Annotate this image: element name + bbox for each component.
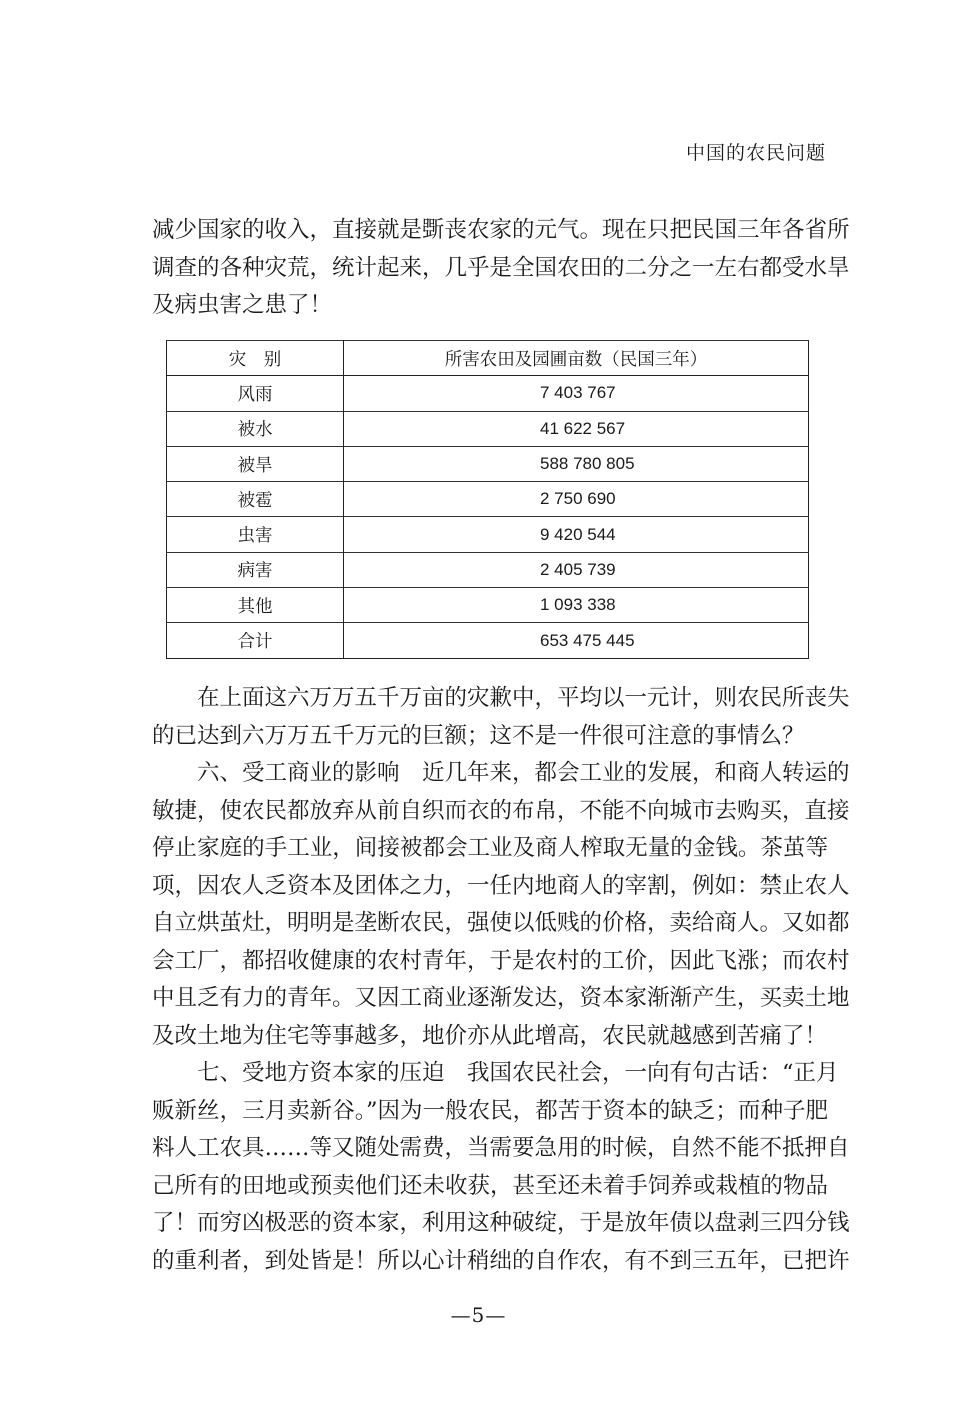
running-head: 中国的农民问题 bbox=[685, 142, 826, 164]
affected-area-cell: 9 420 544 bbox=[344, 517, 809, 552]
text-line: 敏捷，使农民都放弃从前自织而衣的布帛，不能不向城市去购买，直接 bbox=[152, 797, 850, 824]
text-line: 及病虫害之患了！ bbox=[152, 292, 333, 318]
text-line: 调查的各种灾荒，统计起来，几乎是全国农田的二分之一左右都受水旱 bbox=[152, 254, 850, 281]
text-line: 六、受工商业的影响 近几年来，都会工业的发展，和商人转运的 bbox=[197, 760, 850, 786]
table-row bbox=[167, 623, 809, 658]
table-header-row bbox=[167, 341, 809, 376]
text-line: 的已达到六万万五千万元的巨额；这不是一件很可注意的事情么？ bbox=[152, 722, 805, 749]
affected-area-cell: 41 622 567 bbox=[344, 411, 809, 446]
table-row bbox=[167, 482, 809, 517]
disaster-type-cell: 其他 bbox=[167, 588, 344, 623]
text-line: 在上面这六万万五千万亩的灾歉中，平均以一元计，则农民所丧失 bbox=[197, 685, 850, 711]
header-affected-area: 所害农田及园圃亩数（民国三年） bbox=[344, 341, 809, 376]
affected-area-cell: 653 475 445 bbox=[344, 623, 809, 658]
disaster-type-cell: 被雹 bbox=[167, 482, 344, 517]
text-line: 己所有的田地或预卖他们还未收获，甚至还未着手饲养或栽植的物品 bbox=[152, 1172, 828, 1199]
disaster-type-cell: 被水 bbox=[167, 411, 344, 446]
table-row bbox=[167, 411, 809, 446]
text-line: 项，因农人乏资本及团体之力，一任内地商人的宰割，例如：禁止农人 bbox=[152, 872, 850, 899]
text-line: 减少国家的收入，直接就是斲丧农家的元气。现在只把民国三年各省所 bbox=[152, 217, 850, 243]
disaster-type-cell: 风雨 bbox=[167, 376, 344, 411]
affected-area-cell: 2 750 690 bbox=[344, 482, 809, 517]
text-line: 自立烘茧灶，明明是垄断农民，强使以低贱的价格，卖给商人。又如都 bbox=[152, 910, 850, 936]
text-line: 料人工农具……等又随处需费，当需要急用的时候，自然不能不抵押自 bbox=[152, 1135, 850, 1161]
disaster-type-cell: 虫害 bbox=[167, 517, 344, 552]
body-text bbox=[152, 680, 850, 1280]
affected-area-cell: 588 780 805 bbox=[344, 446, 809, 481]
text-line: 会工厂，都招收健康的农村青年，于是农村的工价，因此飞涨；而农村 bbox=[152, 947, 850, 974]
disaster-statistics-table bbox=[166, 340, 809, 659]
table-row bbox=[167, 446, 809, 481]
page-number: —5— bbox=[450, 1303, 507, 1327]
text-line: 七、受地方资本家的压迫 我国农民社会，一向有句古话：“正月 bbox=[197, 1060, 839, 1086]
text-line: 停止家庭的手工业，间接被都会工业及商人榨取无量的金钱。茶茧等 bbox=[152, 835, 828, 861]
text-line: 及改土地为住宅等事越多，地价亦从此增高，农民就越感到苦痛了！ bbox=[152, 1022, 828, 1049]
affected-area-cell: 7 403 767 bbox=[344, 376, 809, 411]
table-row bbox=[167, 517, 809, 552]
disaster-type-cell: 被旱 bbox=[167, 446, 344, 481]
text-line: 了！而穷凶极恶的资本家，利用这种破绽，于是放年债以盘剥三四分钱 bbox=[152, 1210, 850, 1236]
text-line: 中且乏有力的青年。又因工商业逐渐发达，资本家渐渐产生，买卖土地 bbox=[152, 985, 850, 1011]
text-line: 贩新丝，三月卖新谷。”因为一般农民，都苦于资本的缺乏；而种子肥 bbox=[152, 1097, 828, 1124]
table-row bbox=[167, 552, 809, 587]
header-disaster-type: 灾 别 bbox=[167, 341, 344, 376]
affected-area-cell: 2 405 739 bbox=[344, 552, 809, 587]
intro-paragraph bbox=[152, 212, 850, 325]
table-body bbox=[167, 376, 809, 658]
affected-area-cell: 1 093 338 bbox=[344, 588, 809, 623]
table-row bbox=[167, 376, 809, 411]
table-row bbox=[167, 588, 809, 623]
disaster-type-cell: 病害 bbox=[167, 552, 344, 587]
disaster-type-cell: 合计 bbox=[167, 623, 344, 658]
text-line: 的重利者，到处皆是！所以心计稍绌的自作农，有不到三五年，已把许 bbox=[152, 1247, 850, 1274]
